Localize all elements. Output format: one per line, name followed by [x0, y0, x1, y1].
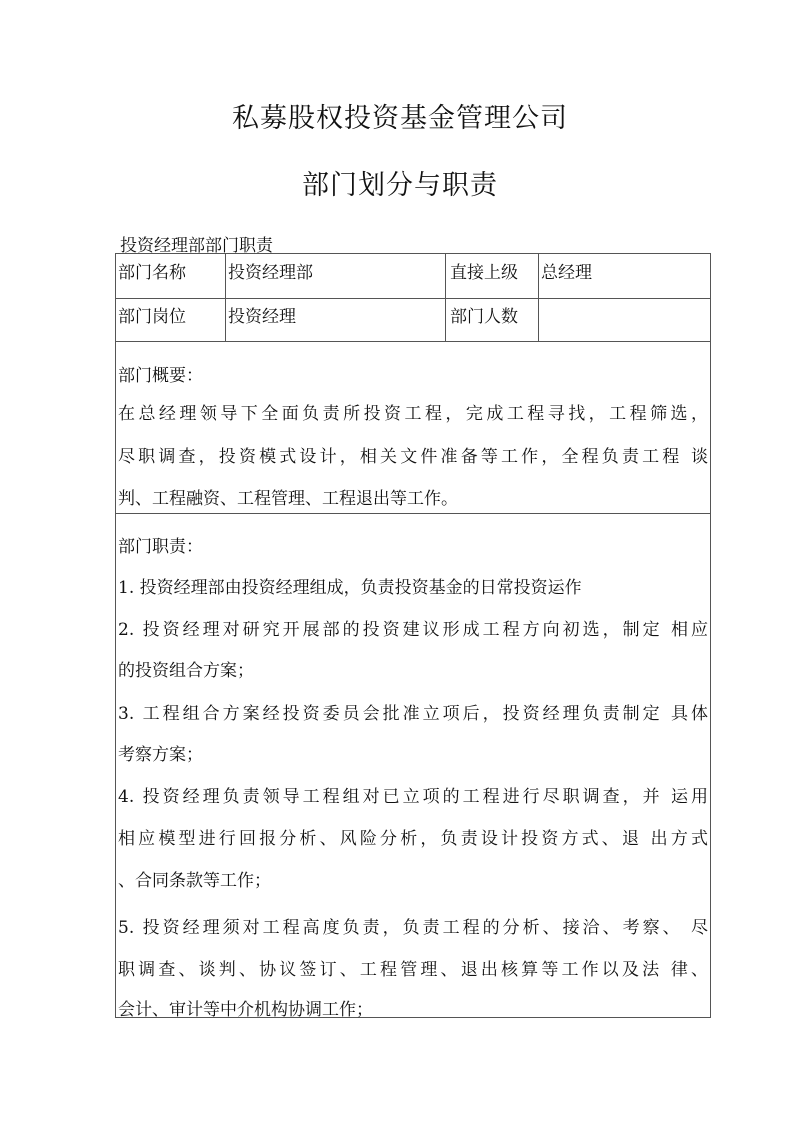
dept-name-label: 部门名称: [118, 263, 186, 283]
overview-heading: 部门概要：: [118, 366, 203, 386]
duty-line: 5. 投资经理须对工程高度负责，负责工程的分析、接洽、考察、 尽: [118, 918, 708, 938]
overview-line: 在总经理领导下全面负责所投资工程，完成工程寻找，工程筛选，: [118, 404, 708, 424]
position-value: 投资经理: [228, 307, 296, 327]
duty-line: 的投资组合方案；: [118, 661, 254, 681]
document-subtitle: 部门划分与职责: [302, 170, 498, 201]
superior-label: 直接上级: [450, 263, 518, 283]
table-column-divider: [225, 253, 226, 341]
superior-value: 总经理: [541, 263, 592, 283]
table-row-divider: [115, 341, 711, 342]
table-section-divider: [115, 513, 711, 514]
duties-heading: 部门职责：: [118, 537, 203, 557]
table-column-divider: [538, 253, 539, 341]
duty-line: 会计、审计等中介机构协调工作；: [118, 1000, 373, 1020]
dept-name-value: 投资经理部: [228, 263, 313, 283]
headcount-label: 部门人数: [450, 307, 518, 327]
duty-line: 职调查、谈判、协议签订、工程管理、退出核算等工作以及法 律、: [118, 960, 708, 980]
duty-line: 考察方案；: [118, 745, 203, 765]
table-caption: 投资经理部部门职责: [120, 236, 273, 256]
overview-line: 判、工程融资、工程管理、工程退出等工作。: [118, 489, 458, 509]
position-label: 部门岗位: [118, 307, 186, 327]
duty-line: 3. 工程组合方案经投资委员会批准立项后，投资经理负责制定 具体: [118, 704, 708, 724]
table-column-divider: [445, 253, 446, 341]
duty-line: 1. 投资经理部由投资经理组成，负责投资基金的日常投资运作: [118, 578, 582, 598]
overview-line: 尽职调查，投资模式设计，相关文件准备等工作，全程负责工程 谈: [118, 447, 708, 467]
duty-line: 4. 投资经理负责领导工程组对已立项的工程进行尽职调查，并 运用: [118, 787, 708, 807]
document-title: 私募股权投资基金管理公司: [232, 103, 568, 134]
duty-line: 2. 投资经理对研究开展部的投资建议形成工程方向初选，制定 相应: [118, 620, 708, 640]
duty-line: 相应模型进行回报分析、风险分析，负责设计投资方式、退 出方式: [118, 829, 708, 849]
duty-line: 、合同条款等工作；: [118, 871, 271, 891]
table-row-divider: [115, 298, 711, 299]
